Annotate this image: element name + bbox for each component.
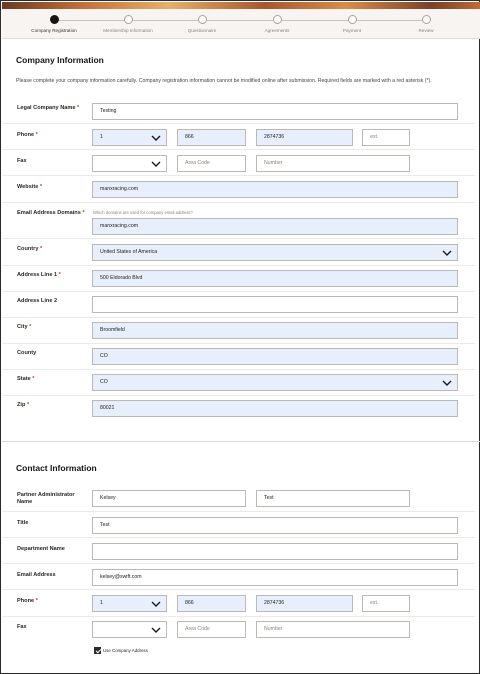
contact-title-row — [2, 512, 475, 538]
company-information-title: Company Information — [16, 55, 104, 65]
first-name-input[interactable]: Kelsey — [92, 490, 246, 507]
company-fax-row — [2, 150, 475, 176]
step-label: Payment — [342, 28, 362, 33]
fax-label: Fax — [17, 158, 27, 164]
email-domains-label: Email Address Domains * — [17, 210, 85, 216]
admin-name-row — [2, 486, 475, 512]
contact-email-label: Email Address — [17, 572, 56, 578]
email-domains-input[interactable]: manxracing.com — [92, 218, 458, 235]
step-agreements[interactable] — [240, 15, 314, 33]
admin-name-label: Partner Administrator Name — [17, 492, 75, 505]
use-company-address-label: Use Company Address — [103, 648, 148, 653]
phone-country-select[interactable] — [92, 129, 167, 146]
state-value: CO — [100, 379, 108, 385]
contact-email-input[interactable]: kelsey@swift.com — [92, 569, 458, 586]
step-questionnaire[interactable] — [165, 15, 239, 33]
zip-label: Zip * — [17, 402, 30, 408]
step-dot-icon — [198, 15, 207, 24]
email-domains-row — [2, 203, 475, 239]
country-value: United States of America — [100, 249, 158, 255]
progress-stepper — [2, 9, 480, 39]
step-dot-icon — [273, 15, 282, 24]
contact-title-label: Title — [17, 520, 29, 526]
chevron-down-icon — [151, 133, 161, 143]
county-row — [2, 344, 475, 370]
contact-phone-area-input[interactable]: 866 — [177, 595, 246, 612]
country-row — [2, 239, 475, 266]
step-company-registration[interactable] — [17, 15, 91, 33]
company-phone-row — [2, 124, 475, 150]
contact-title-input[interactable]: Test — [92, 517, 458, 534]
zip-row — [2, 396, 475, 423]
fax-country-select[interactable] — [92, 155, 167, 172]
step-payment[interactable] — [315, 15, 389, 33]
contact-fax-area-input[interactable]: Area Code — [177, 621, 246, 638]
contact-information-title: Contact Information — [16, 463, 97, 473]
county-label: County — [17, 350, 37, 356]
zip-input[interactable]: 80021 — [92, 400, 458, 417]
phone-country-value: 1 — [100, 134, 103, 140]
website-input[interactable]: manxracing.com — [92, 181, 458, 198]
county-input[interactable]: CO — [92, 348, 458, 365]
fax-area-input[interactable]: Area Code — [177, 155, 246, 172]
step-label: Review — [418, 28, 434, 33]
contact-fax-country-select[interactable] — [92, 621, 167, 638]
state-select[interactable] — [92, 374, 458, 391]
chevron-down-icon — [151, 625, 161, 635]
department-label: Department Name — [17, 546, 65, 552]
address2-input[interactable] — [92, 296, 458, 313]
company-intro-text: Please complete your company information carefully. Company registration information cannot be modified online after submission. Required fields are marked with a red asterisk (*). — [16, 78, 432, 84]
department-row — [2, 538, 475, 564]
step-label: Questionnaire — [187, 28, 217, 33]
city-label: City * — [17, 324, 32, 330]
contact-phone-country-value: 1 — [100, 600, 103, 606]
address2-row — [2, 292, 475, 318]
website-label: Website * — [17, 184, 43, 190]
fax-number-input[interactable]: Number — [256, 155, 410, 172]
state-row — [2, 370, 475, 396]
contact-fax-row — [2, 617, 475, 644]
step-membership-information[interactable] — [91, 15, 165, 33]
header-banner — [2, 2, 480, 9]
city-row — [2, 318, 475, 344]
contact-fax-label: Fax — [17, 624, 27, 630]
contact-phone-country-select[interactable] — [92, 595, 167, 612]
last-name-input[interactable]: Test — [256, 490, 410, 507]
phone-number-input[interactable]: 2874736 — [256, 129, 353, 146]
website-row — [2, 176, 475, 203]
contact-fax-number-input[interactable]: Number — [256, 621, 410, 638]
chevron-down-icon — [442, 378, 452, 388]
step-label: Membership Information — [103, 28, 153, 33]
state-label: State * — [17, 376, 35, 382]
phone-ext-input[interactable]: ext. — [362, 129, 410, 146]
step-dot-icon — [124, 15, 133, 24]
legal-name-row — [2, 98, 475, 124]
address1-input[interactable]: 500 Eldorado Blvd — [92, 270, 458, 287]
chevron-down-icon — [442, 248, 452, 258]
address1-label: Address Line 1 * — [17, 272, 61, 278]
use-company-address-checkbox[interactable] — [94, 647, 101, 654]
contact-phone-number-input[interactable]: 2874736 — [256, 595, 353, 612]
chevron-down-icon — [151, 599, 161, 609]
country-select[interactable] — [92, 244, 458, 261]
email-domains-hint: Which domains are used for company email address? — [93, 210, 193, 215]
address2-label: Address Line 2 — [17, 298, 58, 304]
step-review[interactable] — [389, 15, 463, 33]
address1-row — [2, 266, 475, 292]
legal-name-label: Legal Company Name * — [17, 105, 80, 111]
phone-area-input[interactable]: 866 — [177, 129, 246, 146]
contact-phone-label: Phone * — [17, 598, 38, 604]
section-divider — [2, 441, 480, 442]
city-input[interactable]: Broomfield — [92, 322, 458, 339]
step-dot-icon — [348, 15, 357, 24]
country-label: Country * — [17, 246, 43, 252]
contact-email-row — [2, 564, 475, 590]
step-dot-icon — [422, 15, 431, 24]
phone-label: Phone * — [17, 132, 38, 138]
step-dot-icon — [50, 15, 59, 24]
step-label: Company Registration — [31, 28, 77, 33]
step-label: Agreements — [264, 28, 290, 33]
department-input[interactable] — [92, 543, 458, 560]
contact-phone-row — [2, 590, 475, 617]
chevron-down-icon — [151, 159, 161, 169]
contact-phone-ext-input[interactable]: ext. — [362, 595, 410, 612]
legal-name-input[interactable]: Testing — [92, 103, 458, 120]
